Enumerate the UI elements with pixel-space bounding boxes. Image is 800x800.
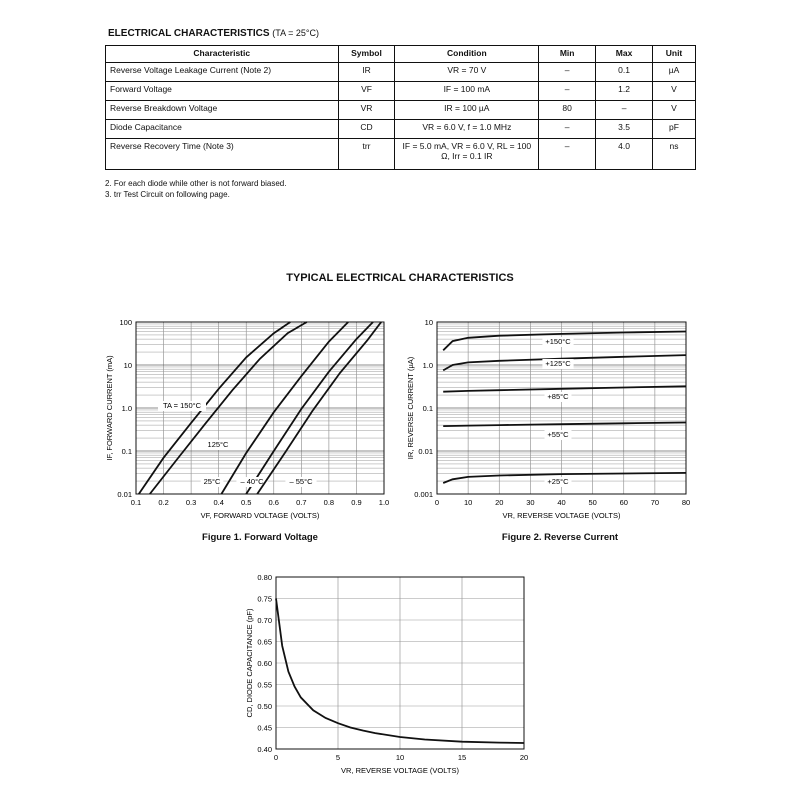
x-tick-label: 0.2	[158, 498, 169, 507]
y-tick-label: 1.0	[422, 361, 433, 370]
y-tick-label: 0.01	[418, 447, 433, 456]
table-row	[106, 120, 696, 139]
cell-unit: V	[653, 101, 696, 120]
x-tick-label: 10	[395, 753, 405, 762]
y-tick-label: 0.45	[257, 723, 272, 733]
series-line	[443, 386, 686, 391]
y-axis-label: IR, REVERSE CURRENT (µA)	[406, 356, 415, 460]
y-tick-label: 0.001	[414, 490, 433, 499]
note-2: 2. For each diode while other is not forward biased.	[105, 179, 287, 188]
series-label: TA = 150°C	[162, 401, 202, 410]
y-tick-label: 0.1	[422, 404, 433, 413]
table-row	[106, 101, 696, 120]
x-tick-label: 0.9	[351, 498, 362, 507]
cell-min: –	[539, 139, 596, 170]
x-tick-label: 0.6	[268, 498, 279, 507]
header-max: Max	[596, 46, 653, 63]
table-row	[106, 139, 696, 170]
grid	[437, 322, 686, 494]
series-label: 25°C	[203, 477, 221, 486]
x-tick-label: 70	[650, 498, 660, 507]
x-tick-label: 20	[495, 498, 504, 507]
grid	[276, 577, 524, 749]
cell-characteristic: Reverse Recovery Time (Note 3)	[106, 139, 339, 170]
y-axis-label: CD, DIODE CAPACITANCE (pF)	[245, 608, 254, 718]
table-row	[106, 63, 696, 82]
series-line	[443, 423, 686, 427]
y-tick-label: 0.70	[257, 616, 272, 625]
cell-condition: VR = 70 V	[395, 63, 539, 82]
x-tick-label: 10	[463, 498, 473, 507]
forward-voltage-chart	[100, 310, 400, 550]
cell-min: –	[539, 120, 596, 139]
y-tick-label: 0.40	[257, 745, 272, 754]
x-tick-label: 0	[434, 498, 440, 507]
y-tick-label: 0.55	[257, 680, 272, 690]
cell-characteristic: Diode Capacitance	[106, 120, 339, 139]
y-tick-label: 0.1	[121, 447, 132, 456]
y-tick-label: 0.01	[117, 490, 132, 499]
x-axis-label: VR, REVERSE VOLTAGE (VOLTS)	[341, 766, 459, 775]
capacitance-chart	[225, 565, 535, 790]
series-label: – 55°C	[289, 477, 313, 486]
electrical-characteristics-title	[108, 28, 319, 39]
figure-2-caption: Figure 2. Reverse Current	[501, 532, 619, 543]
x-tick-label: 0.1	[130, 498, 142, 507]
x-tick-label: 0.7	[296, 498, 307, 507]
y-tick-label: 10	[424, 318, 433, 327]
cell-min: –	[539, 63, 596, 82]
y-tick-label: 10	[123, 361, 132, 370]
x-tick-label: 5	[335, 753, 341, 762]
x-tick-label: 15	[457, 753, 467, 762]
x-tick-label: 0.3	[185, 498, 197, 507]
y-tick-label: 0.80	[257, 573, 272, 582]
x-tick-label: 20	[519, 753, 529, 762]
x-tick-label: 60	[619, 498, 628, 507]
header-characteristic: Characteristic	[106, 46, 339, 63]
section-title: TYPICAL ELECTRICAL CHARACTERISTICS	[286, 272, 514, 284]
cell-max: 0.1	[596, 63, 653, 82]
header-condition: Condition	[395, 46, 539, 63]
cell-max: 3.5	[596, 120, 653, 139]
title-text: ELECTRICAL CHARACTERISTICS	[108, 28, 270, 39]
y-tick-label: 0.65	[257, 637, 272, 647]
electrical-characteristics-table	[105, 45, 696, 170]
y-tick-label: 100	[119, 318, 132, 327]
x-axis-label: VR, REVERSE VOLTAGE (VOLTS)	[502, 511, 621, 520]
y-tick-label: 0.75	[257, 594, 272, 604]
cell-characteristic: Reverse Voltage Leakage Current (Note 2)	[106, 63, 339, 82]
series-label: +125°C	[545, 359, 571, 368]
x-tick-label: 0	[273, 753, 279, 762]
title-condition: (TA = 25°C)	[272, 28, 319, 38]
y-tick-label: 0.50	[257, 702, 272, 711]
figure-1-caption: Figure 1. Forward Voltage	[202, 532, 318, 543]
cell-max: 4.0	[596, 139, 653, 170]
cell-condition: IR = 100 µA	[395, 101, 539, 120]
cell-min: 80	[539, 101, 596, 120]
table-row	[106, 82, 696, 101]
series-label: +55°C	[547, 430, 569, 439]
table-notes	[105, 178, 286, 200]
header-symbol: Symbol	[338, 46, 395, 63]
x-axis-label: VF, FORWARD VOLTAGE (VOLTS)	[200, 511, 320, 520]
reverse-current-chart	[400, 310, 700, 550]
header-unit: Unit	[653, 46, 696, 63]
cell-unit: pF	[653, 120, 696, 139]
cell-symbol: VR	[338, 101, 395, 120]
cell-condition: IF = 5.0 mA, VR = 6.0 V, RL = 100 Ω, Irr = 0.1 IR	[395, 139, 539, 170]
cell-symbol: IR	[338, 63, 395, 82]
note-3: 3. trr Test Circuit on following page.	[105, 190, 230, 199]
y-tick-label: 0.60	[257, 659, 272, 668]
cell-max: –	[596, 101, 653, 120]
cell-max: 1.2	[596, 82, 653, 101]
series-label: – 40°C	[240, 477, 264, 486]
cell-unit: V	[653, 82, 696, 101]
cell-unit: µA	[653, 63, 696, 82]
table-header-row	[106, 46, 696, 63]
x-tick-label: 0.8	[323, 498, 335, 507]
x-tick-label: 80	[681, 498, 691, 507]
series-label: +150°C	[545, 337, 571, 346]
cell-min: –	[539, 82, 596, 101]
y-tick-label: 1.0	[121, 404, 132, 413]
cell-condition: VR = 6.0 V, f = 1.0 MHz	[395, 120, 539, 139]
x-tick-label: 1.0	[378, 498, 390, 507]
x-tick-label: 40	[557, 498, 566, 507]
x-tick-label: 30	[526, 498, 535, 507]
header-min: Min	[539, 46, 596, 63]
cell-unit: ns	[653, 139, 696, 170]
series-label: +25°C	[547, 477, 569, 486]
cell-symbol: trr	[338, 139, 395, 170]
x-tick-label: 50	[588, 498, 597, 507]
cell-characteristic: Forward Voltage	[106, 82, 339, 101]
x-tick-label: 0.4	[213, 498, 224, 507]
y-axis-label: IF, FORWARD CURRENT (mA)	[105, 355, 114, 461]
cell-characteristic: Reverse Breakdown Voltage	[106, 101, 339, 120]
cell-symbol: VF	[338, 82, 395, 101]
series-label: 125°C	[207, 440, 229, 449]
cell-symbol: CD	[338, 120, 395, 139]
series-label: +85°C	[547, 392, 569, 401]
x-tick-label: 0.5	[241, 498, 252, 507]
cell-condition: IF = 100 mA	[395, 82, 539, 101]
